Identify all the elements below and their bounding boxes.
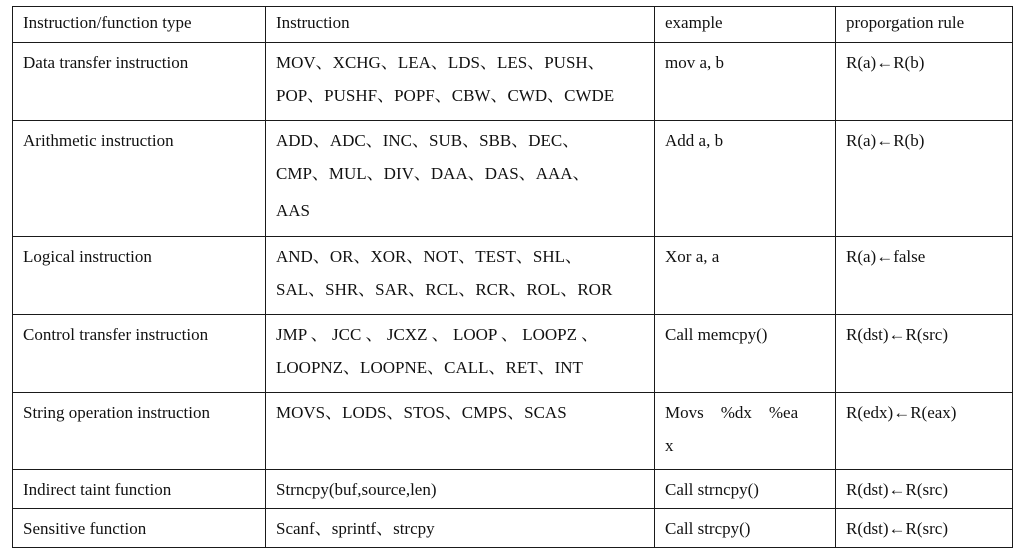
cell-example: Call memcpy() [655, 315, 836, 393]
cell-rule: R(dst)←R(src) [836, 315, 1013, 393]
cell-example: mov a, b [655, 43, 836, 121]
table-row [13, 315, 1013, 393]
cell-rule: R(dst)←R(src) [836, 509, 1013, 548]
cell-rule: R(edx)←R(eax) [836, 393, 1013, 470]
cell-instruction: AND、OR、XOR、NOT、TEST、SHL、 SAL、SHR、SAR、RCL、RCR、ROL、ROR [266, 237, 655, 315]
header-type: Instruction/function type [13, 7, 266, 43]
cell-example: Xor a, a [655, 237, 836, 315]
cell-instruction: Scanf、sprintf、strcpy [266, 509, 655, 548]
header-rule: proporgation rule [836, 7, 1013, 43]
cell-type: String operation instruction [13, 393, 266, 470]
cell-rule: R(a)←R(b) [836, 43, 1013, 121]
cell-instruction: JMP 、 JCC 、 JCXZ 、 LOOP 、 LOOPZ 、 LOOPNZ、LOOPNE、CALL、RET、INT [266, 315, 655, 393]
cell-rule: R(dst)←R(src) [836, 470, 1013, 509]
cell-example: Add a, b [655, 121, 836, 237]
header-instruction: Instruction [266, 7, 655, 43]
table-row [13, 509, 1013, 548]
cell-example: Call strcpy() [655, 509, 836, 548]
table-row [13, 121, 1013, 237]
cell-instruction: ADD、ADC、INC、SUB、SBB、DEC、 CMP、MUL、DIV、DAA、DAS、AAA、 AAS [266, 121, 655, 237]
cell-type: Logical instruction [13, 237, 266, 315]
cell-type: Indirect taint function [13, 470, 266, 509]
cell-type: Arithmetic instruction [13, 121, 266, 237]
header-example: example [655, 7, 836, 43]
cell-example: Call strncpy() [655, 470, 836, 509]
table-header-row [13, 7, 1013, 43]
cell-instruction: Strncpy(buf,source,len) [266, 470, 655, 509]
cell-rule: R(a)←R(b) [836, 121, 1013, 237]
table-row [13, 43, 1013, 121]
cell-rule: R(a)←false [836, 237, 1013, 315]
table-row [13, 393, 1013, 470]
cell-type: Sensitive function [13, 509, 266, 548]
cell-instruction: MOVS、LODS、STOS、CMPS、SCAS [266, 393, 655, 470]
cell-type: Data transfer instruction [13, 43, 266, 121]
table-row [13, 237, 1013, 315]
cell-example: Movs %dx %ea x [655, 393, 836, 470]
propagation-rules-table [12, 6, 1013, 548]
cell-instruction: MOV、XCHG、LEA、LDS、LES、PUSH、 POP、PUSHF、POPF、CBW、CWD、CWDE [266, 43, 655, 121]
cell-type: Control transfer instruction [13, 315, 266, 393]
table-row [13, 470, 1013, 509]
